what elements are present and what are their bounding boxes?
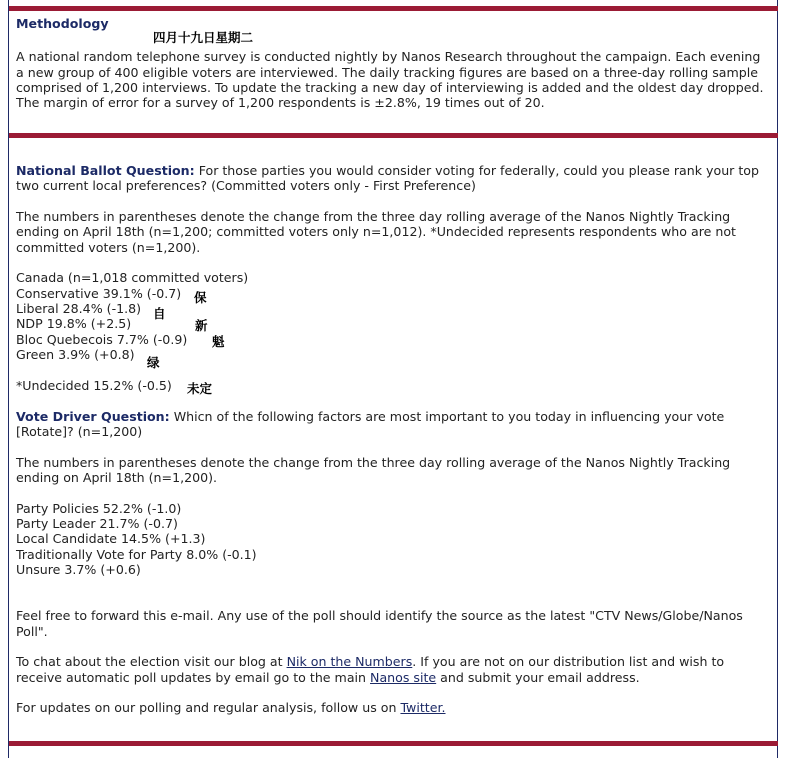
twitter-link[interactable]: Twitter. — [400, 700, 446, 716]
vote-driver-question-text: Whicn of the following factors are most important to you today in influencing your vote [Rotate]? (n=1,200) — [16, 408, 725, 439]
divider-top — [9, 6, 778, 11]
twitter-note — [16, 700, 768, 715]
canada-line: Canada (n=1,018 committed voters) — [16, 270, 249, 286]
annotation-ndp: 新 — [195, 318, 208, 333]
date-annotation: 四月十九日星期二 — [153, 30, 254, 45]
vote-driver-results — [16, 501, 768, 577]
blog-text-post: and submit your email address. — [436, 669, 640, 685]
annotation-conservative: 保 — [194, 290, 207, 305]
ballot-results — [16, 270, 768, 362]
forward-note: Feel free to forward this e-mail. Any use of the poll should identify the source as the latest "CTV News/Globe/Nanos Poll". — [16, 608, 743, 639]
annotation-bloc: 魁 — [212, 334, 225, 349]
vote-driver-note: The numbers in parentheses denote the change from the three day rolling average of the Nanos Nightly Tracking ending on April 18th (n=1,200). — [16, 454, 731, 485]
annotation-undecided: 未定 — [187, 381, 213, 396]
blog-note — [16, 654, 768, 685]
divider-middle — [9, 133, 778, 138]
driver-policies: Party Policies 52.2% (-1.0) — [16, 500, 182, 516]
vote-driver-heading: Vote Driver Question: — [16, 408, 170, 424]
result-conservative: Conservative 39.1% (-0.7) — [16, 285, 182, 301]
driver-traditional: Traditionally Vote for Party 8.0% (-0.1) — [16, 546, 257, 562]
ballot-question — [16, 163, 768, 194]
result-undecided: *Undecided 15.2% (-0.5) — [16, 377, 172, 393]
methodology-heading: Methodology — [16, 16, 109, 31]
twitter-text-pre: For updates on our polling and regular analysis, follow us on — [16, 700, 401, 716]
methodology-section — [16, 16, 768, 110]
blog-text-mid: . If you are not on our distribution list and wish to receive automatic poll updates by email go to the main — [16, 654, 725, 685]
result-liberal: Liberal 28.4% (-1.8) — [16, 301, 142, 317]
result-green: Green 3.9% (+0.8) — [16, 346, 135, 362]
ballot-heading: National Ballot Question: — [16, 163, 195, 178]
driver-unsure: Unsure 3.7% (+0.6) — [16, 561, 141, 577]
blog-text-pre: To chat about the election visit our blog at — [16, 654, 287, 670]
divider-bottom — [9, 741, 778, 746]
ballot-note: The numbers in parentheses denote the change from the three day rolling average of the Nanos Nightly Tracking ending on April 18th (n=1,200; committed voters only n=1,012). *Undecided represents respondents who are not committed voters (n=1,200). — [16, 209, 736, 255]
poll-section — [16, 163, 768, 716]
annotation-liberal: 自 — [153, 306, 166, 321]
nanos-site-link[interactable]: Nanos site — [370, 669, 437, 685]
methodology-body: A national random telephone survey is conducted nightly by Nanos Research throughout the campaign. Each evening a new group of 400 eligible voters are interviewed. The daily tracking figures are based on a three-day rolling sample comprised of 1,200 interviews. To update the tracking a new day of interviewing is added and the oldest day dropped. The margin of error for a survey of 1,200 respondents is ±2.8%, 19 times out of 20. — [16, 49, 764, 111]
result-bloc: Bloc Quebecois 7.7% (-0.9) — [16, 331, 188, 347]
driver-candidate: Local Candidate 14.5% (+1.3) — [16, 531, 206, 547]
ballot-question-text: For those parties you would consider voting for federally, could you please rank your top two current local preferences? (Committed voters only - First Preference) — [16, 163, 759, 194]
result-ndp: NDP 19.8% (+2.5) — [16, 316, 132, 332]
vote-driver-question — [16, 409, 768, 440]
blog-link[interactable]: Nik on the Numbers — [286, 654, 413, 670]
annotation-green: 绿 — [147, 355, 160, 370]
driver-leader: Party Leader 21.7% (-0.7) — [16, 516, 178, 532]
